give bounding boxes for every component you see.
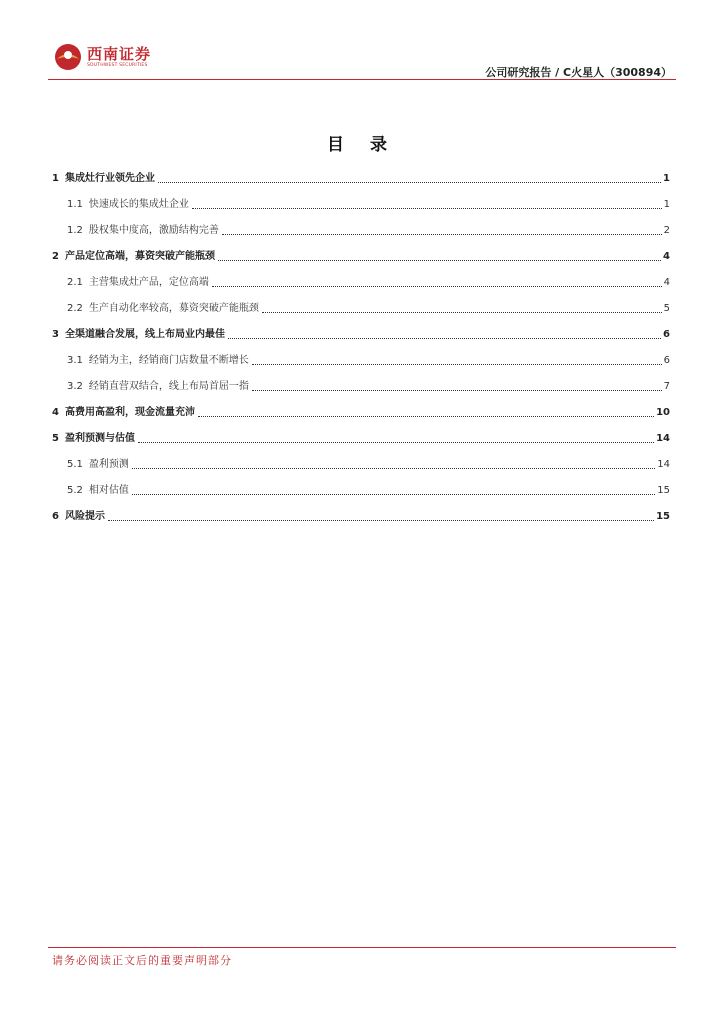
toc-entry-page: 5	[663, 303, 670, 314]
toc-entry[interactable]	[52, 170, 670, 186]
toc-entry-number: 5.2	[67, 485, 83, 496]
toc-entry[interactable]	[52, 352, 670, 368]
toc-entry-page: 15	[657, 485, 670, 496]
toc-entry-text: 高费用高盈利，现金流量充沛	[64, 407, 195, 418]
toc-entry-page: 6	[663, 355, 670, 366]
toc-entry-page: 10	[656, 407, 670, 418]
toc-entry-number: 1	[52, 173, 59, 184]
toc-entry-text: 生产自动化率较高，募资突破产能瓶颈	[88, 303, 259, 314]
toc-entry[interactable]	[52, 196, 670, 212]
toc-entry-text: 股权集中度高，激励结构完善	[88, 225, 219, 236]
footer-disclaimer-notice: 请务必阅读正文后的重要声明部分	[52, 954, 232, 967]
toc-entry-number: 2.2	[67, 303, 83, 314]
toc-entry[interactable]	[52, 300, 670, 316]
toc-entry-number: 1.1	[67, 199, 83, 210]
toc-entry-page: 1	[663, 173, 670, 184]
toc-entry-page: 14	[656, 433, 670, 444]
toc-entry-number: 3.2	[67, 381, 83, 392]
toc-dot-leader	[192, 208, 662, 209]
toc-entry-text: 盈利预测与估值	[64, 433, 135, 444]
report-header-title: 公司研究报告 / C火星人（300894）	[485, 66, 672, 79]
toc-dot-leader	[212, 286, 662, 287]
toc-dot-leader	[252, 390, 662, 391]
toc-dot-leader	[132, 494, 655, 495]
toc-entry-page: 4	[663, 251, 670, 262]
toc-dot-leader	[132, 468, 655, 469]
toc-entry-number: 3.1	[67, 355, 83, 366]
toc-dot-leader	[252, 364, 662, 365]
toc-entry[interactable]	[52, 326, 670, 342]
toc-entry-text: 主营集成灶产品，定位高端	[88, 277, 209, 288]
toc-entry[interactable]	[52, 248, 670, 264]
toc-dot-leader	[218, 260, 661, 261]
toc-heading: 目 录	[327, 135, 397, 155]
toc-entry-text: 盈利预测	[88, 459, 129, 470]
toc-entry-text: 相对估值	[88, 485, 129, 496]
toc-dot-leader	[138, 442, 654, 443]
toc-entry-number: 5	[52, 433, 59, 444]
toc-entry-number: 4	[52, 407, 59, 418]
toc-entry[interactable]	[52, 508, 670, 524]
toc-entry[interactable]	[52, 482, 670, 498]
toc-entry[interactable]	[52, 222, 670, 238]
toc-entry-text: 风险提示	[64, 511, 105, 522]
toc-entry[interactable]	[52, 404, 670, 420]
toc-entry-text: 快速成长的集成灶企业	[88, 199, 189, 210]
toc-entry-page: 14	[657, 459, 670, 470]
toc-entry[interactable]	[52, 456, 670, 472]
toc-entry-page: 4	[663, 277, 670, 288]
toc-entry-page: 15	[656, 511, 670, 522]
toc-entry-number: 1.2	[67, 225, 83, 236]
toc-dot-leader	[158, 182, 661, 183]
header-divider	[48, 79, 676, 80]
toc-entry-page: 2	[663, 225, 670, 236]
toc-entry[interactable]	[52, 274, 670, 290]
toc-entry-page: 6	[663, 329, 670, 340]
toc-entry-page: 1	[663, 199, 670, 210]
company-logo	[54, 43, 151, 71]
toc-entry-text: 经销直营双结合，线上布局首屈一指	[88, 381, 249, 392]
toc-dot-leader	[262, 312, 662, 313]
toc-entry-number: 2	[52, 251, 59, 262]
toc-entry-number: 6	[52, 511, 59, 522]
toc-entry-text: 产品定位高端，募资突破产能瓶颈	[64, 251, 215, 262]
toc-entry-number: 2.1	[67, 277, 83, 288]
toc-entry-text: 集成灶行业领先企业	[64, 173, 155, 184]
toc-entry-page: 7	[663, 381, 670, 392]
toc-dot-leader	[228, 338, 661, 339]
toc-entry-text: 全渠道融合发展，线上布局业内最佳	[64, 329, 225, 340]
toc-entry[interactable]	[52, 378, 670, 394]
toc-dot-leader	[108, 520, 654, 521]
toc-dot-leader	[222, 234, 662, 235]
toc-entry[interactable]	[52, 430, 670, 446]
footer-divider	[48, 947, 676, 948]
toc-entry-number: 5.1	[67, 459, 83, 470]
logo-chinese-name: 西南证券	[87, 44, 152, 63]
logo-english-name: SOUTHWEST SECURITIES	[87, 62, 148, 68]
toc-entry-number: 3	[52, 329, 59, 340]
toc-entry-text: 经销为主，经销商门店数量不断增长	[88, 355, 249, 366]
toc-dot-leader	[198, 416, 654, 417]
logo-emblem-icon	[54, 43, 82, 71]
